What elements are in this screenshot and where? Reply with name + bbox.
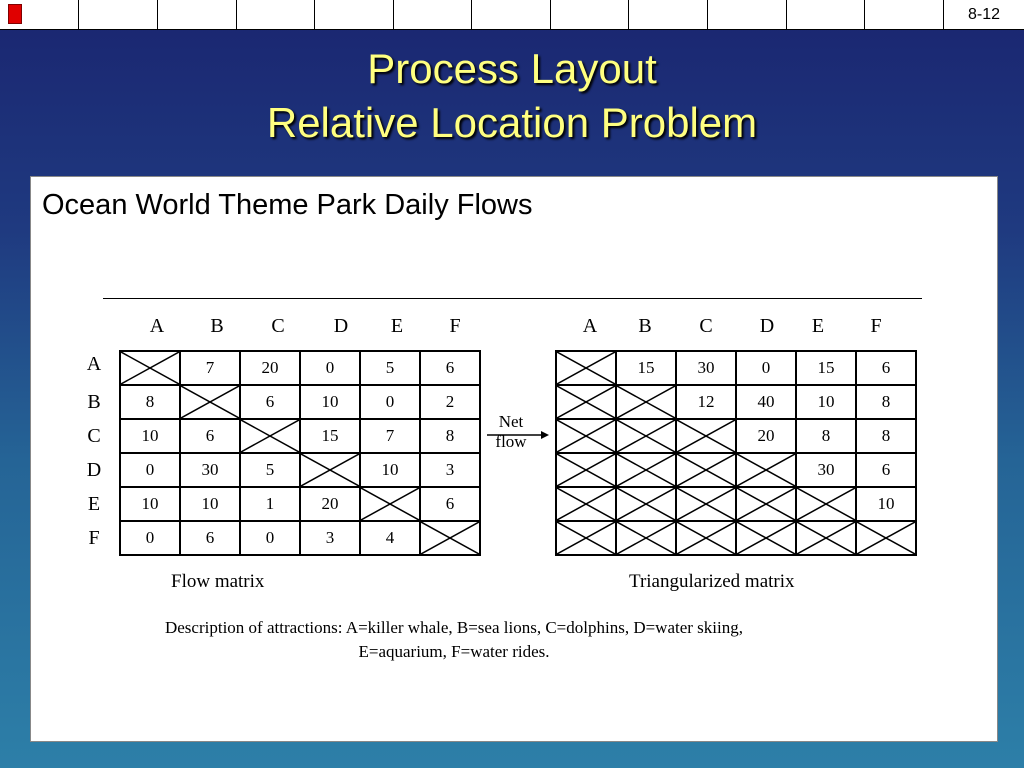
tri-col-header: E xyxy=(811,315,825,337)
crossed-cell-icon xyxy=(856,521,916,555)
top-bar-cell xyxy=(472,0,551,29)
flow-col-header: A xyxy=(149,315,165,337)
triangularized-matrix-cell: 15 xyxy=(616,351,676,385)
slide-title xyxy=(0,42,1024,150)
triangularized-matrix-cell: 30 xyxy=(676,351,736,385)
flow-col-header: F xyxy=(449,315,461,337)
row-header: E xyxy=(87,493,101,515)
red-marker-icon xyxy=(8,4,22,24)
tri-col-header: F xyxy=(870,315,882,337)
content-panel xyxy=(30,176,998,742)
flow-matrix-cell: 8 xyxy=(120,385,180,419)
row-header: A xyxy=(86,353,102,375)
crossed-cell-icon xyxy=(556,351,616,385)
flow-matrix-cell: 5 xyxy=(240,453,300,487)
description xyxy=(31,616,877,664)
tri-col-header: C xyxy=(699,315,713,337)
triangularized-matrix-cell: 10 xyxy=(796,385,856,419)
flow-matrix-cell: 6 xyxy=(180,419,240,453)
flow-matrix-cell: 10 xyxy=(300,385,360,419)
crossed-cell-icon xyxy=(616,453,676,487)
divider-line xyxy=(103,298,922,299)
title-line-2: Relative Location Problem xyxy=(266,99,758,146)
flow-matrix-cell: 4 xyxy=(360,521,420,555)
flow-matrix-cell: 7 xyxy=(180,351,240,385)
flow-col-header: D xyxy=(333,315,349,337)
flow-matrix-cell: 2 xyxy=(420,385,480,419)
flow-matrix-cell: 6 xyxy=(420,487,480,521)
crossed-cell-icon xyxy=(616,419,676,453)
triangularized-matrix-cell: 15 xyxy=(796,351,856,385)
description-line-1: Description of attractions: A=killer whale, B=sea lions, C=dolphins, D=water skiing, xyxy=(164,618,743,637)
crossed-cell-icon xyxy=(556,487,616,521)
triangularized-matrix-cell: 6 xyxy=(856,453,916,487)
crossed-cell-icon xyxy=(736,453,796,487)
row-header: C xyxy=(87,425,101,447)
triangularized-matrix-cell: 8 xyxy=(856,385,916,419)
crossed-cell-icon xyxy=(556,385,616,419)
top-bar-cell xyxy=(79,0,158,29)
top-bar-cell xyxy=(315,0,394,29)
top-bar-cell xyxy=(158,0,237,29)
content-heading: Ocean World Theme Park Daily Flows xyxy=(42,189,533,221)
flow-col-header: E xyxy=(390,315,404,337)
triangularized-matrix-cell: 0 xyxy=(736,351,796,385)
flow-matrix-cell: 0 xyxy=(120,453,180,487)
crossed-cell-icon xyxy=(676,453,736,487)
flow-matrix-cell: 20 xyxy=(240,351,300,385)
triangularized-matrix-cell: 6 xyxy=(856,351,916,385)
flow-matrix-cell: 20 xyxy=(300,487,360,521)
triangularized-matrix-cell: 30 xyxy=(796,453,856,487)
top-bar-cell xyxy=(0,0,79,29)
crossed-cell-icon xyxy=(240,419,300,453)
crossed-cell-icon xyxy=(360,487,420,521)
crossed-cell-icon xyxy=(676,487,736,521)
flow-matrix-cell: 3 xyxy=(420,453,480,487)
flow-matrix-cell: 10 xyxy=(120,487,180,521)
top-bar-cell xyxy=(394,0,472,29)
flow-matrix-cell: 30 xyxy=(180,453,240,487)
top-bar-cell xyxy=(629,0,708,29)
triangularized-matrix-cell: 8 xyxy=(856,419,916,453)
tri-col-header: B xyxy=(638,315,652,337)
triangularized-matrix-cell: 40 xyxy=(736,385,796,419)
top-bar xyxy=(0,0,1024,30)
description-line-2: E=aquarium, F=water rides. xyxy=(358,642,550,661)
row-header: F xyxy=(88,527,100,549)
flow-matrix-cell: 15 xyxy=(300,419,360,453)
title-line-1: Process Layout xyxy=(367,45,657,92)
crossed-cell-icon xyxy=(616,521,676,555)
flow-matrix-cell: 10 xyxy=(180,487,240,521)
crossed-cell-icon xyxy=(616,385,676,419)
flow-matrix-cell: 8 xyxy=(420,419,480,453)
crossed-cell-icon xyxy=(120,351,180,385)
net-flow-line-1: Net xyxy=(498,412,524,431)
tri-col-header: A xyxy=(582,315,598,337)
triangularized-matrix-cell: 8 xyxy=(796,419,856,453)
flow-matrix-caption: Flow matrix xyxy=(171,571,265,592)
row-header: B xyxy=(87,391,101,413)
flow-matrix-cell: 1 xyxy=(240,487,300,521)
flow-matrix-cell: 5 xyxy=(360,351,420,385)
net-flow-arrow-icon xyxy=(487,429,549,441)
net-flow-line-2: flow xyxy=(495,432,527,451)
crossed-cell-icon xyxy=(420,521,480,555)
flow-matrix-cell: 6 xyxy=(180,521,240,555)
flow-matrix-cell: 0 xyxy=(120,521,180,555)
flow-col-header: C xyxy=(271,315,285,337)
flow-matrix-cell: 3 xyxy=(300,521,360,555)
flow-matrix-cell: 0 xyxy=(300,351,360,385)
crossed-cell-icon xyxy=(796,521,856,555)
flow-matrix-cell: 10 xyxy=(120,419,180,453)
flow-matrix-cell: 6 xyxy=(420,351,480,385)
crossed-cell-icon xyxy=(180,385,240,419)
top-bar-cell xyxy=(551,0,629,29)
crossed-cell-icon xyxy=(556,521,616,555)
top-bar-cell xyxy=(787,0,865,29)
row-header: D xyxy=(86,459,102,481)
crossed-cell-icon xyxy=(556,453,616,487)
triangularized-matrix-cell: 12 xyxy=(676,385,736,419)
top-bar-cell xyxy=(237,0,315,29)
crossed-cell-icon xyxy=(796,487,856,521)
flow-matrix-cell: 10 xyxy=(360,453,420,487)
top-bar-cell xyxy=(865,0,944,29)
crossed-cell-icon xyxy=(556,419,616,453)
triangularized-matrix xyxy=(555,350,917,556)
crossed-cell-icon xyxy=(300,453,360,487)
top-bar-cell xyxy=(708,0,787,29)
triangularized-matrix-cell: 10 xyxy=(856,487,916,521)
flow-matrix-cell: 6 xyxy=(240,385,300,419)
slide-number: 8-12 xyxy=(967,5,1001,23)
flow-matrix xyxy=(119,350,481,556)
crossed-cell-icon xyxy=(676,419,736,453)
crossed-cell-icon xyxy=(676,521,736,555)
flow-matrix-cell: 0 xyxy=(360,385,420,419)
flow-matrix-cell: 7 xyxy=(360,419,420,453)
flow-col-header: B xyxy=(210,315,224,337)
crossed-cell-icon xyxy=(736,521,796,555)
triangularized-matrix-cell: 20 xyxy=(736,419,796,453)
crossed-cell-icon xyxy=(616,487,676,521)
tri-col-header: D xyxy=(759,315,775,337)
flow-matrix-cell: 0 xyxy=(240,521,300,555)
triangularized-matrix-caption: Triangularized matrix xyxy=(629,571,795,592)
crossed-cell-icon xyxy=(736,487,796,521)
